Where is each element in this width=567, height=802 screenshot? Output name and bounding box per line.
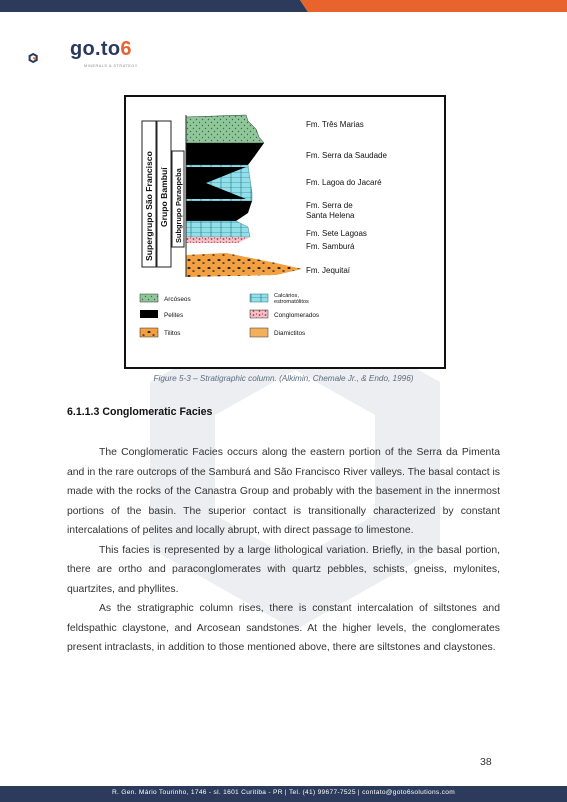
layer-sete-lagoas	[186, 221, 250, 237]
legend	[140, 293, 319, 337]
footer-contact: R. Gen. Mário Tourinho, 1746 - sl. 1601 Curitiba - PR | Tel. (41) 99677-7525 | contato@goto6solutions.com	[111, 789, 456, 796]
layer-jequitai	[186, 253, 302, 277]
paragraph: This facies is represented by a large lithological variation. Briefly, in the basal portion, there are ortho and paraconglomerates with quartz pebbles, schists, gneiss, mylonites, quartzites, and phyllites.	[67, 544, 500, 595]
formation-label: Fm. Lagoa do Jacaré	[306, 178, 382, 187]
formation-label: Fm. Serra de	[306, 201, 353, 210]
logo-tagline: MINERALS & STRATEGY	[84, 64, 138, 68]
layer-serra-da-saudade	[186, 143, 264, 165]
paragraph: As the stratigraphic column rises, there is constant intercalation of siltstones and feldspathic claystone, and Arcosean sandstones. At the higher levels, the conglomerates present intraclasts, in addition to those mentioned above, there are siltstones and claystones.	[67, 603, 500, 653]
section-heading: 6.1.1.3 Conglomeratic Facies	[67, 406, 213, 418]
legend-label: Conglomerados	[274, 312, 320, 319]
top-accent-bar	[0, 0, 567, 12]
legend-label: Tilitos	[164, 330, 181, 337]
page-number: 38	[480, 756, 492, 768]
formation-label: Fm. Três Marias	[306, 120, 364, 129]
formation-label: Fm. Serra da Saudade	[306, 151, 387, 160]
paragraph: The Conglomeratic Facies occurs along the eastern portion of the Serra da Pimenta and in the rare outcrops of the Samburá and São Francisco River valleys. The basal contact is made with the rocks of the Canastra Group and probably with the basement in the innermost portions of the basin. The superior contact is transitionally characterized by constant intercalations of pelites and locally abrupt, with direct passage to limestone.	[67, 447, 500, 536]
formation-label: Fm. Sete Lagoas	[306, 229, 367, 238]
group-label: Grupo Bambuí	[159, 167, 169, 227]
formation-label: Fm. Samburá	[306, 242, 355, 251]
stratigraphic-column-diagram	[126, 97, 444, 367]
section-body	[67, 443, 500, 658]
logo-wordmark: go.to6	[70, 38, 132, 60]
subgroup-label: Subgrupo Paraopeba	[174, 168, 183, 243]
legend-label: Pelites	[164, 312, 184, 319]
legend-label: Arcóseos	[164, 296, 191, 303]
formation-label: Fm. Jequitaí	[306, 266, 351, 275]
formation-label: Santa Helena	[306, 211, 355, 220]
legend-label: estromatólitos	[274, 299, 309, 305]
layer-serra-de-santa-helena	[186, 201, 252, 221]
company-logo-icon	[28, 38, 68, 78]
layer-tres-marias	[186, 115, 264, 143]
supergroup-label: Supergrupo São Francisco	[144, 151, 154, 261]
layer-sambura	[186, 237, 250, 243]
legend-label: Calcários,	[274, 293, 299, 299]
figure-caption: Figure 5-3 – Stratigraphic column. (Alkimin, Chemale Jr., & Endo, 1996)	[153, 374, 414, 383]
stratigraphic-figure	[124, 95, 446, 369]
legend-label: Diamictitos	[274, 330, 306, 337]
